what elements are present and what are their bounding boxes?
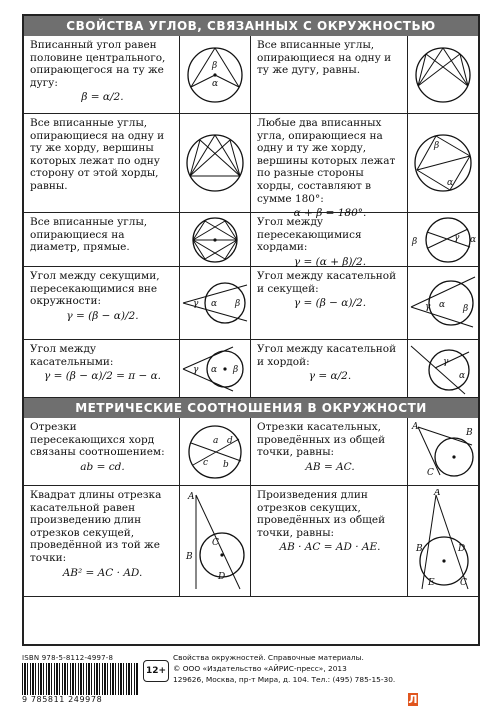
label-beta: β: [233, 364, 239, 375]
label-C: C: [460, 578, 467, 588]
cell-formula: ab = cd.: [80, 460, 125, 473]
label-beta: β: [412, 236, 418, 247]
label-A: A: [412, 421, 419, 432]
cell-text: Произведения длин отрезков секущих, проведённых из общей точки, равны:: [257, 489, 386, 539]
figure-inscribed-central: [180, 36, 250, 113]
label-alpha: α: [470, 234, 476, 245]
publisher-info: [173, 652, 395, 685]
cell-same-arc: [251, 36, 478, 114]
label-beta: β: [235, 299, 241, 309]
publication-title: Свойства окружностей. Справочные материалы.: [173, 653, 364, 662]
age-rating-badge: 12+: [143, 660, 169, 682]
label-alpha: α: [212, 78, 219, 89]
cell-formula: β = α/2.: [81, 91, 124, 104]
label-C: C: [427, 467, 434, 478]
figure-secants-outside: [180, 267, 250, 339]
figure-same-arc: [408, 36, 478, 113]
cell-formula: γ = α/2.: [308, 370, 352, 383]
cell-formula: γ = (β − α)/2.: [293, 297, 367, 310]
isbn: ISBN 978-5-8112-4997-8: [22, 654, 114, 662]
cell-chord-segments: [24, 418, 251, 486]
footer: [22, 650, 480, 710]
barcode-bars: [22, 663, 138, 695]
cell-diameter-right: [24, 213, 251, 267]
label-gamma: γ: [193, 364, 199, 375]
cell-text: Квадрат длины отрезка касательной равен произведению длин отрезков секущей, проведённой из той же точки:: [30, 489, 162, 564]
cell-opposite-sides: [251, 114, 478, 220]
label-A: A: [188, 492, 195, 502]
label-E: E: [428, 578, 435, 588]
label-A: A: [434, 489, 441, 498]
figure-tangent-secant: [408, 267, 478, 339]
cell-text: Все вписанные углы, опирающиеся на одну и ту же хорду, вершины которых лежат по одну сторону от этой хорды, равны.: [30, 117, 165, 192]
cell-two-tangents: [24, 340, 251, 398]
label-alpha: α: [459, 370, 466, 381]
label-gamma: γ: [193, 299, 199, 309]
label-d: d: [227, 435, 233, 446]
label-beta: β: [212, 60, 218, 71]
cell-text: Угол между касательной и секущей:: [257, 270, 397, 295]
cell-tangent-secant: [251, 267, 478, 340]
barcode-digits: 9 785811 249978: [22, 695, 103, 704]
figure-tangent-chord: [408, 340, 478, 397]
cell-tangent-chord: [251, 340, 478, 398]
figure-secant-products: [408, 486, 478, 596]
metric-grid: [24, 418, 478, 597]
copyright: © ООО «Издательство «АЙРИС-пресс», 2013: [173, 664, 347, 673]
figure-same-chord-same-side: [180, 114, 250, 212]
label-b: b: [223, 459, 229, 470]
cell-text: Угол между касательной и хордой:: [257, 343, 397, 368]
figure-equal-tangents: [408, 418, 478, 485]
cell-text: Отрезки касательных, проведённых из общей точки, равны:: [257, 421, 386, 459]
figure-opposite-sides: [408, 114, 478, 212]
publisher-address: 129626, Москва, пр-т Мира, д. 104. Тел.: (495) 785-15-30.: [173, 675, 396, 684]
label-gamma: γ: [443, 356, 449, 367]
cell-formula: AB = AC.: [305, 460, 355, 473]
label-gamma: γ: [425, 302, 431, 312]
cell-same-chord-same-side: [24, 114, 251, 213]
label-alpha: α: [211, 299, 218, 309]
cell-formula: γ = (β − α)/2 = π − α.: [43, 370, 162, 383]
barcode: [22, 654, 138, 704]
figure-tangent-square: [180, 486, 250, 596]
cell-inscribed-central: [24, 36, 251, 114]
cell-secant-products: [251, 486, 478, 597]
label-c: c: [203, 457, 209, 468]
figure-diameter-right: [180, 213, 250, 266]
figure-intersecting-chords: [408, 213, 478, 266]
cell-tangent-square: [24, 486, 251, 597]
cell-formula: α + β = 180°.: [293, 207, 367, 220]
cell-secants-outside: [24, 267, 251, 340]
cell-formula: γ = (α + β)/2.: [293, 255, 367, 268]
cell-text: Угол между секущими, пересекающимися вне окружности:: [30, 270, 160, 308]
label-alpha: α: [447, 178, 454, 188]
label-alpha: α: [211, 364, 218, 375]
cell-text: Угол между касательными:: [30, 343, 114, 368]
cell-equal-tangents: [251, 418, 478, 486]
cell-formula: γ = (β − α)/2.: [66, 309, 139, 322]
label-B: B: [466, 427, 473, 438]
label-D: D: [218, 572, 226, 582]
label-beta: β: [434, 141, 440, 151]
reference-sheet: [22, 14, 480, 646]
cell-text: Отрезки пересекающихся хорд связаны соотношением:: [30, 421, 165, 459]
cell-formula: AB · AC = AD · AE.: [279, 541, 381, 554]
section-title-metric: МЕТРИЧЕСКИЕ СООТНОШЕНИЯ В ОКРУЖНОСТИ: [24, 398, 478, 418]
label-B: B: [416, 544, 423, 554]
label-a: a: [213, 435, 219, 446]
label-D: D: [458, 544, 466, 554]
label-gamma: γ: [454, 232, 460, 243]
labirint-logo-icon: Л: [408, 693, 418, 706]
section-title-angles: СВОЙСТВА УГЛОВ, СВЯЗАННЫХ С ОКРУЖНОСТЬЮ: [24, 16, 478, 36]
cell-text: Вписанный угол равен половине центрального, опирающегося на ту же дугу:: [30, 39, 166, 89]
figure-chord-segments: [180, 418, 250, 485]
label-C: C: [212, 538, 219, 548]
cell-text: Угол между пересекающимися хордами:: [257, 216, 362, 254]
cell-intersecting-chords: [251, 213, 478, 267]
cell-text: Все вписанные углы, опирающиеся на одну и ту же дугу, равны.: [257, 39, 392, 77]
label-B: B: [186, 552, 193, 562]
label-beta: β: [463, 304, 469, 314]
cell-formula: AB² = AC · AD.: [62, 566, 143, 579]
figure-two-tangents: [180, 340, 250, 397]
label-alpha: α: [439, 300, 446, 310]
cell-text: Любые два вписанных угла, опирающиеся на одну и ту же хорду, вершины которых лежат по разные стороны хорды, составляют в сумме 180°:: [257, 117, 396, 205]
angles-grid: [24, 36, 478, 398]
cell-text: Все вписанные углы, опирающиеся на диаметр, прямые.: [30, 216, 148, 254]
